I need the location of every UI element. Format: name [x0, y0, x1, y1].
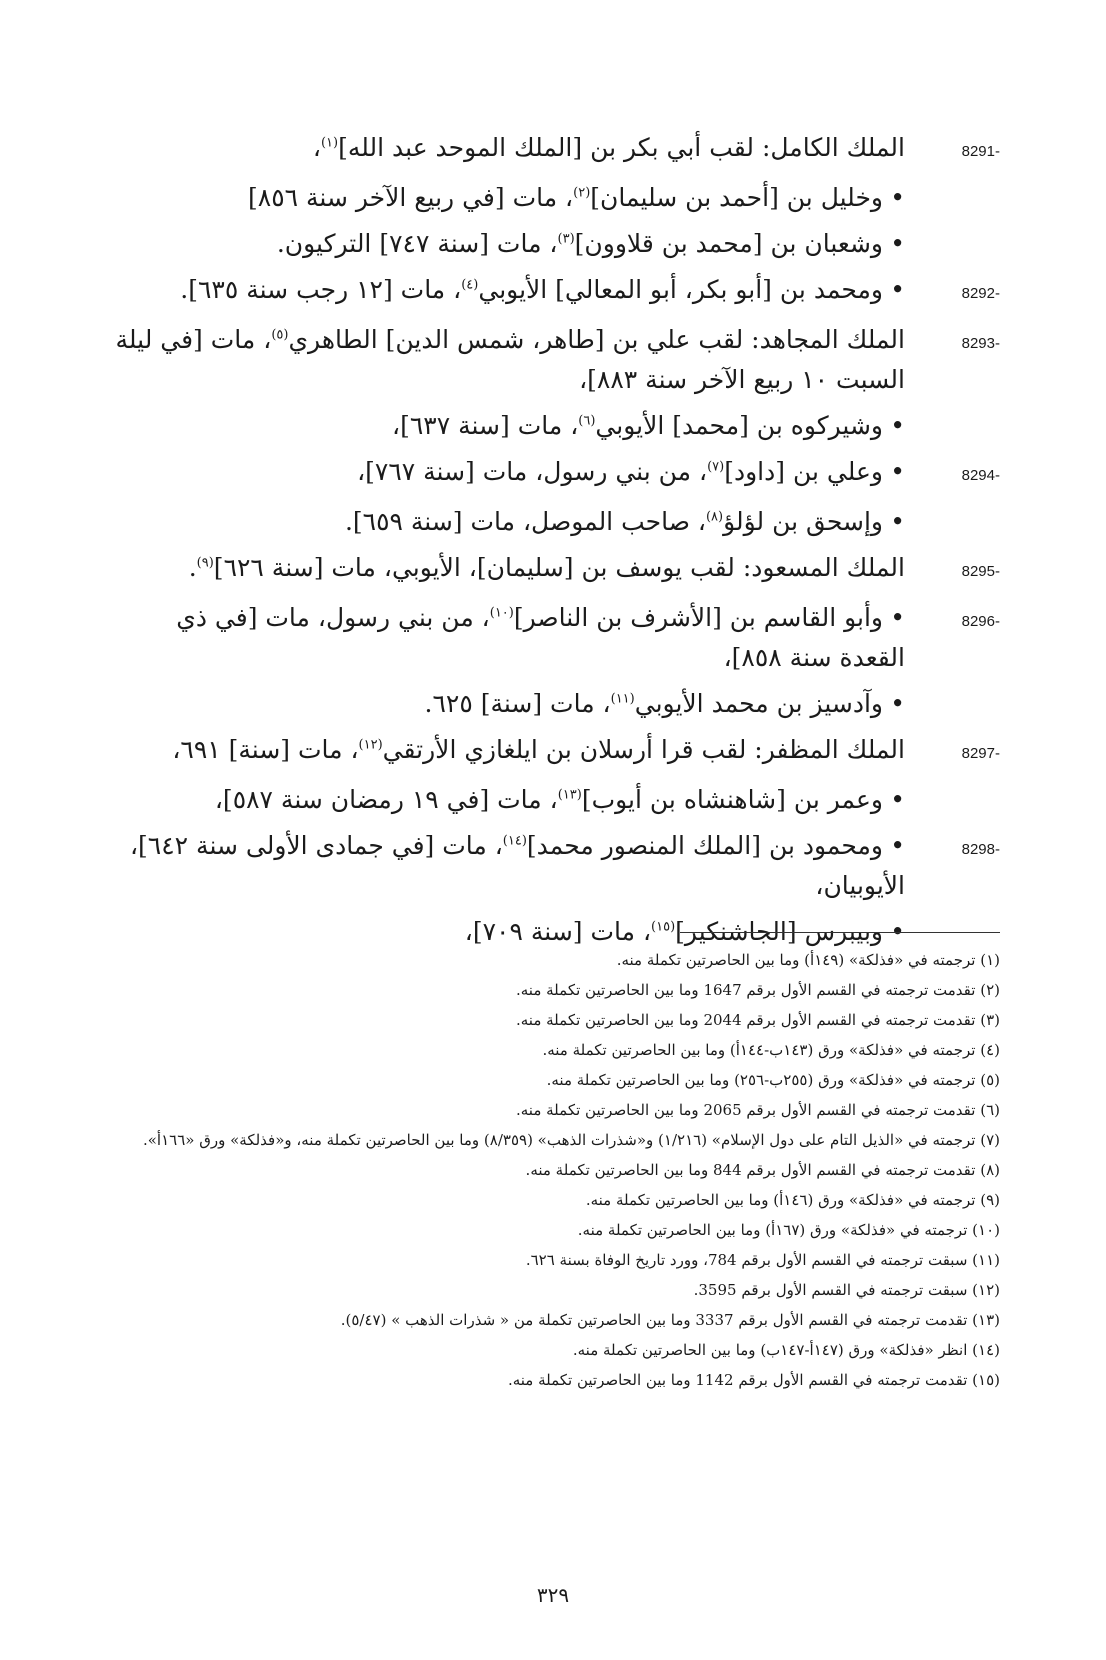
footnote-ref[interactable]: (٣): [557, 231, 575, 247]
entry-tail: ، مات [في ربيع الآخر سنة ٨٥٦]: [248, 183, 574, 212]
bullet-mark: •: [890, 507, 905, 536]
entry-tail: ، مات [سنة] ٦٩١،: [172, 735, 359, 764]
entry-number-gutter: [905, 598, 1000, 642]
entry-tail: ، مات [سنة] ٦٢٥.: [424, 689, 611, 718]
entry-number-gutter: [905, 320, 1000, 364]
entry-body: الملك المظفر: لقب قرا أرسلان بن ايلغازي الأرتقي: [382, 735, 905, 764]
entry-item: [110, 502, 1000, 542]
entry-text: [110, 178, 905, 218]
entry-lemma: [110, 548, 1000, 592]
entry-number-gutter: [905, 548, 1000, 592]
entry-body: الملك المجاهد: لقب علي بن [طاهر، شمس الدين] الطاهري: [288, 325, 905, 354]
entry-body: وإسحق بن لؤلؤ: [723, 507, 883, 536]
entry-body: وخليل بن [أحمد بن سليمان]: [590, 183, 883, 212]
entry-number-gutter: [905, 730, 1000, 774]
footnote-ref[interactable]: (١٣): [557, 787, 582, 803]
entry-body: ومحمد بن [أبو بكر، أبو المعالي] الأيوبي: [478, 275, 883, 304]
footnotes: [110, 945, 1000, 1395]
footnote-divider: [680, 932, 1000, 933]
entry-text: [110, 730, 905, 770]
entry-number-gutter: [905, 826, 1000, 870]
entry-text: [110, 224, 905, 264]
entry-number-gutter: [905, 452, 1000, 496]
entry-text: [110, 128, 905, 168]
footnote-item: (٥) ترجمته في «فذلكة» ورق (٢٥٥ب-٢٥٦) وما بين الحاصرتين تكملة منه.: [546, 1071, 1000, 1089]
bullet-mark: •: [890, 229, 905, 258]
entry-number: 8292-: [961, 285, 1000, 302]
entry-tail: ،: [312, 133, 321, 162]
entry-text: [110, 548, 905, 588]
footnote-ref[interactable]: (٩): [196, 555, 214, 571]
footnote-ref[interactable]: (٤): [461, 277, 479, 293]
entry-number: 8296-: [961, 613, 1000, 630]
page-number: ٣٢٩: [536, 1583, 570, 1607]
entry-item: [110, 780, 1000, 820]
entry-text: [110, 502, 905, 542]
footnote-item: (٩) ترجمته في «فذلكة» ورق (١٤٦أ) وما بين الحاصرتين تكملة منه.: [585, 1191, 1000, 1209]
bullet-mark: •: [890, 831, 905, 860]
entry-number: 8298-: [961, 841, 1000, 858]
bullet-mark: •: [890, 183, 905, 212]
footnote-item: (٧) ترجمته في «الذيل التام على دول الإسلام» (١/٢١٦) و«شذرات الذهب» (٨/٣٥٩) وما بين الحاصرتين تكملة منه، و«فذلكة» ورق «١٦٦أ».: [142, 1131, 1000, 1149]
entry-text: [110, 826, 905, 906]
entry-number: 8297-: [961, 745, 1000, 762]
entry-item: [110, 270, 1000, 314]
bullet-mark: •: [890, 457, 905, 486]
entry-tail: ، مات [سنة ٦٣٧]،: [392, 411, 579, 440]
entry-item: [110, 452, 1000, 496]
entry-item: [110, 178, 1000, 218]
footnote-ref[interactable]: (٦): [578, 413, 596, 429]
entry-text: [110, 452, 905, 492]
entry-item: [110, 224, 1000, 264]
entry-body: وعمر بن [شاهنشاه بن أيوب]: [581, 785, 883, 814]
entry-tail: ، مات [سنة ٧٠٩]،: [464, 917, 652, 946]
entry-body: وآدسيز بن محمد الأيوبي: [634, 689, 883, 718]
entry-number: 8293-: [961, 335, 1000, 352]
bullet-mark: •: [890, 275, 905, 304]
entry-text: [110, 598, 905, 678]
footnote-item: (١٥) تقدمت ترجمته في القسم الأول برقم 1142 وما بين الحاصرتين تكملة منه.: [507, 1371, 1000, 1389]
entry-body: الملك الكامل: لقب أبي بكر بن [الملك الموحد عبد الله]: [338, 133, 905, 162]
entry-body: وعلي بن [داود]: [724, 457, 883, 486]
footnote-ref[interactable]: (٨): [705, 509, 724, 525]
entry-body: وشيركوه بن [محمد] الأيوبي: [595, 411, 883, 440]
footnote-item: (١١) سبقت ترجمته في القسم الأول برقم 784، وورد تاريخ الوفاة بسنة ٦٢٦.: [525, 1251, 1000, 1269]
entry-lemma: [110, 128, 1000, 172]
entry-text: [110, 320, 905, 400]
entry-item: [110, 826, 1000, 906]
footnote-ref[interactable]: (١): [320, 135, 339, 151]
entry-number: 8295-: [961, 563, 1000, 580]
footnote-item: (١٤) انظر «فذلكة» ورق (١٤٧أ-١٤٧ب) وما بين الحاصرتين تكملة منه.: [572, 1341, 1000, 1359]
entry-tail: ، مات [١٢ رجب سنة ٦٣٥].: [180, 275, 462, 304]
entry-text: [110, 684, 905, 724]
entry-item: [110, 406, 1000, 446]
entry-number: 8294-: [961, 467, 1000, 484]
footnote-item: (٣) تقدمت ترجمته في القسم الأول برقم 2044 وما بين الحاصرتين تكملة منه.: [516, 1011, 1000, 1029]
footnote-item: (٦) تقدمت ترجمته في القسم الأول برقم 2065 وما بين الحاصرتين تكملة منه.: [516, 1101, 1000, 1119]
entry-lemma: [110, 730, 1000, 774]
footnote-item: (١) ترجمته في «فذلكة» (١٤٩أ) وما بين الحاصرتين تكملة منه.: [616, 951, 1000, 969]
footnote-item: (٢) تقدمت ترجمته في القسم الأول برقم 1647 وما بين الحاصرتين تكملة منه.: [516, 981, 1000, 999]
entry-tail: ، مات [في ليلة السبت ١٠ ربيع الآخر سنة ٨٨٣]،: [115, 325, 905, 394]
entry-tail: ، مات [في جمادى الأولى سنة ٦٤٢]، الأيوبيان،: [129, 831, 905, 900]
entry-tail: ، مات [في ١٩ رمضان سنة ٥٨٧]،: [214, 785, 558, 814]
entry-body: ومحمود بن [الملك المنصور محمد]: [526, 831, 883, 860]
entry-tail: .: [188, 553, 197, 582]
bullet-mark: •: [890, 785, 905, 814]
footnote-ref[interactable]: (٥): [271, 327, 289, 343]
entry-body: وشعبان بن [محمد بن قلاوون]: [574, 229, 883, 258]
entry-number: 8291-: [961, 143, 1000, 160]
bullet-mark: •: [890, 917, 905, 946]
entry-text: [110, 270, 905, 310]
entry-text: [110, 406, 905, 446]
entry-body: وبيبرس [الجاشنكير]: [675, 917, 883, 946]
footnote-ref[interactable]: (٢): [573, 185, 591, 201]
entry-item: [110, 598, 1000, 678]
bullet-mark: •: [890, 603, 905, 632]
entry-tail: ، صاحب الموصل، مات [سنة ٦٥٩].: [344, 507, 706, 536]
entry-tail: ، من بني رسول، مات [سنة ٧٦٧]،: [357, 457, 708, 486]
entry-tail: ، مات [سنة ٧٤٧] التركيون.: [276, 229, 558, 258]
entry-lemma: [110, 320, 1000, 400]
footnote-item: (٤) ترجمته في «فذلكة» ورق (١٤٣ب-١٤٤أ) وما بين الحاصرتين تكملة منه.: [542, 1041, 1000, 1059]
entry-number-gutter: [905, 128, 1000, 172]
entry-tail: ، من بني رسول، مات [في ذي القعدة سنة ٨٥٨]،: [176, 603, 905, 672]
main-text: [110, 128, 1000, 958]
entry-item: [110, 684, 1000, 724]
footnote-item: (١٢) سبقت ترجمته في القسم الأول برقم 3595.: [693, 1281, 1000, 1299]
footnote-item: (١٣) تقدمت ترجمته في القسم الأول برقم 3337 وما بين الحاصرتين تكملة من « شذرات الذهب » (٥/٤٧).: [340, 1311, 1000, 1329]
footnote-ref[interactable]: (١٥): [651, 919, 676, 935]
footnote-ref[interactable]: (١٠): [489, 605, 514, 621]
footnote-ref[interactable]: (١٤): [502, 833, 527, 849]
footnote-ref[interactable]: (١٢): [358, 737, 383, 753]
bullet-mark: •: [890, 411, 905, 440]
footnote-ref[interactable]: (٧): [707, 459, 725, 475]
entry-body: وأبو القاسم بن [الأشرف بن الناصر]: [513, 603, 883, 632]
entry-text: [110, 780, 905, 820]
footnote-item: (١٠) ترجمته في «فذلكة» ورق (١٦٧أ) وما بين الحاصرتين تكملة منه.: [577, 1221, 1000, 1239]
footnote-ref[interactable]: (١١): [610, 691, 635, 707]
footnote-item: (٨) تقدمت ترجمته في القسم الأول برقم 844 وما بين الحاصرتين تكملة منه.: [525, 1161, 1000, 1179]
bullet-mark: •: [890, 689, 905, 718]
entry-body: الملك المسعود: لقب يوسف بن [سليمان]، الأيوبي، مات [سنة ٦٢٦]: [213, 553, 905, 582]
entry-number-gutter: [905, 270, 1000, 314]
